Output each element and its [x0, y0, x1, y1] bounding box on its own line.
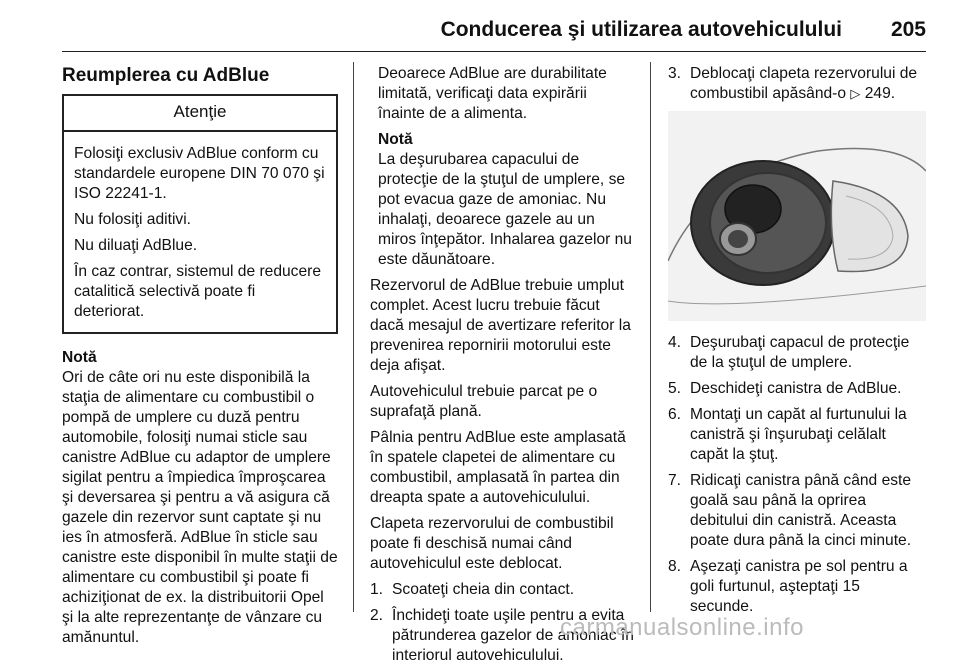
- column-1: [62, 64, 338, 648]
- watermark: carmanualsonline.info: [560, 614, 804, 641]
- note: [370, 130, 634, 270]
- step-list: [668, 333, 926, 617]
- note: [62, 348, 338, 648]
- list-item: 3. Deblocaţi clapeta rezervorului de combustibil apăsând-o ▷ 249.: [668, 65, 918, 102]
- column-3: [668, 64, 926, 623]
- fuel-flap-illustration: [668, 111, 926, 321]
- column-2: [370, 64, 634, 672]
- note-title: Notă: [62, 349, 97, 366]
- intro-text: Deoarece AdBlue are durabilitate limitată, verificaţi data expirării înainte de a alimenta.: [378, 65, 607, 122]
- list-item: 4. Deşurubaţi capacul de protecţie de la ştuţul de umplere.: [668, 334, 910, 371]
- column-divider: [353, 62, 354, 612]
- list-item: 2. Închideţi toate uşile pentru a evita pătrunderea gazelor de amoniac în interiorul autovehiculului.: [370, 607, 634, 664]
- page-number: 205: [890, 18, 926, 41]
- warning-box: [62, 94, 338, 334]
- warning-text: Nu diluaţi AdBlue.: [74, 237, 198, 254]
- page-header: [62, 18, 926, 48]
- step-list: [668, 64, 926, 105]
- header-rule: [62, 51, 926, 52]
- note-text: Ori de câte ori nu este disponibilă la staţia de alimentare cu combustibil o pompă de umplere cu duză pentru automobile, folosiţi numai sticle sau canistre AdBlue cu adaptor de umplere sigilat pentru a împiedica împroşcarea şi deversarea şi pentru a vă asigura că gazele din rezervor sunt captate şi nu ies în atmosferă. AdBlue în sticle sau canistre este disponibil în multe staţii de alimentare cu combustibil şi poate fi achiziţionat de ex. la distribuitorii Opel şi la alte reprezentanţe de vânzare cu amănuntul.: [62, 369, 338, 646]
- body-text: Rezervorul de AdBlue trebuie umplut complet. Acest lucru trebuie făcut dacă mesajul de avertizare referitor la prevenirea repornirii motorului este deja afişat.: [370, 277, 631, 374]
- note-text: La deşurubarea capacului de protecţie de la ştuţul de umplere, se pot evacua gaze de amoniac. Nu inhalaţi, deoarece gazele au un miros înţepător. Inhalarea gazelor nu este dăunătoare.: [378, 151, 632, 268]
- list-item: 7. Ridicaţi canistra până când este goală sau până la oprirea debitului din canistră. Aceasta poate dura până la cinci minute.: [668, 472, 912, 549]
- page-ref-arrow-icon: ▷: [850, 87, 861, 102]
- page-ref[interactable]: 249.: [864, 85, 896, 102]
- body-text: Autovehiculul trebuie parcat pe o suprafaţă plană.: [370, 383, 598, 420]
- chapter-title: Conducerea şi utilizarea autovehiculului: [440, 18, 842, 41]
- column-divider: [650, 62, 651, 612]
- list-item: 6. Montaţi un capăt al furtunului la canistră şi înşurubaţi celălalt capăt la ştuţ.: [668, 406, 907, 463]
- warning-text: În caz contrar, sistemul de reducere catalitică selectivă poate fi deteriorat.: [74, 263, 322, 320]
- warning-text: Folosiţi exclusiv AdBlue conform cu standardele europene DIN 70 070 şi ISO 22241-1.: [74, 145, 325, 202]
- section-title: Reumplerea cu AdBlue: [62, 65, 270, 86]
- body-text: Pâlnia pentru AdBlue este amplasată în spatele clapetei de alimentare cu combustibil, amplasată în partea din dreapta spate a autovehiculului.: [370, 429, 626, 506]
- warning-text: Nu folosiţi aditivi.: [74, 211, 191, 228]
- list-item: 5. Deschideţi canistra de AdBlue.: [668, 380, 902, 397]
- list-item: 8. Aşezaţi canistra pe sol pentru a goli furtunul, aşteptaţi 15 secunde.: [668, 558, 908, 615]
- list-item: 1. Scoateţi cheia din contact.: [370, 581, 575, 598]
- warning-body: [64, 132, 336, 332]
- warning-title: Atenţie: [64, 96, 336, 132]
- note-title: Notă: [378, 131, 413, 148]
- body-text: Clapeta rezervorului de combustibil poate fi deschisă numai când autovehiculul este deblocat.: [370, 515, 614, 572]
